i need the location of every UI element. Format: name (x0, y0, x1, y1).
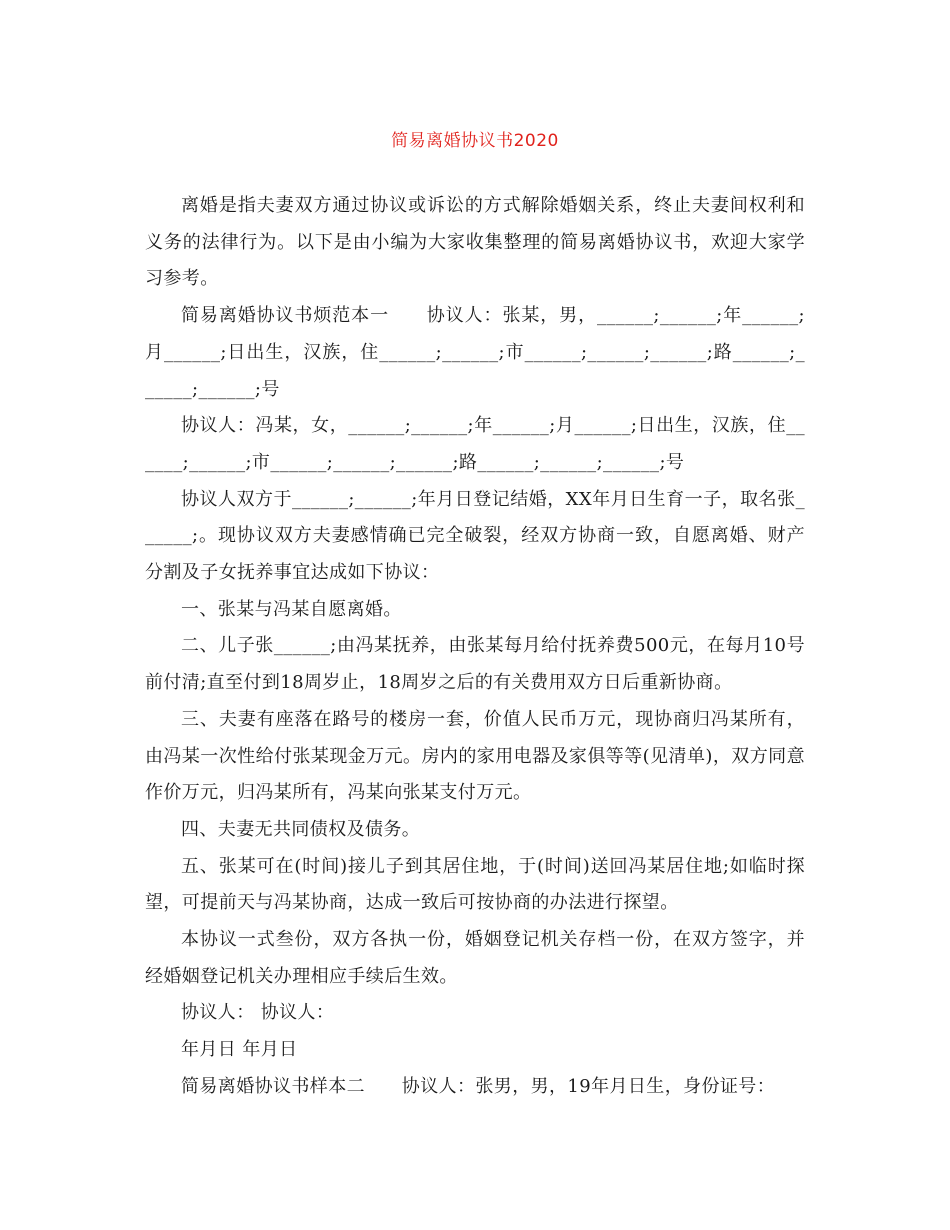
paragraph-sample-two: 简易离婚协议书样本二 协议人：张男，男，19年月日生，身份证号： (181, 1075, 776, 1097)
paragraph-marriage-info: 协议人双方于______;______;年月日登记结婚，XX年月日生育一子，取名张______;。现协议双方夫妻感情确已完全破裂，经双方协商一致，自愿离婚、财产分割及子女抚养事宜达成如下协议： (145, 488, 805, 584)
clause-3: 三、夫妻有座落在路号的楼房一套，价值人民币万元，现协商归冯某所有，由冯某一次性给付张某现金万元。房内的家用电器及家俱等等(见清单)，双方同意作价万元，归冯某所有，冯某向张某支付万元。 (145, 708, 805, 804)
document-title: 简易离婚协议书2020 (391, 131, 559, 151)
clause-1: 一、张某与冯某自愿离婚。 (181, 598, 402, 620)
document-body (145, 188, 805, 1106)
date-line: 年月日 年月日 (181, 1039, 298, 1061)
paragraph-party-zhang: 简易离婚协议书烦范本一 协议人：张某，男，______;______;年______;月______;日出生，汉族，住______;______;市______;______;______;路______;______;______;号 (145, 305, 805, 400)
clause-4: 四、夫妻无共同债权及债务。 (181, 818, 421, 840)
paragraph-intro: 离婚是指夫妻双方通过协议或诉讼的方式解除婚姻关系，终止夫妻间权利和义务的法律行为。以下是由小编为大家收集整理的简易离婚协议书，欢迎大家学习参考。 (145, 195, 805, 290)
paragraph-party-feng: 协议人：冯某，女，______;______;年______;月______;日出生，汉族，住______;______;市______;______;______;路______;______;______;号 (145, 415, 805, 473)
signature-line: 协议人： 协议人： (181, 1002, 335, 1024)
clause-5: 五、张某可在(时间)接儿子到其居住地，于(时间)送回冯某居住地;如临时探望，可提前天与冯某协商，达成一致后可按协商的办法进行探望。 (145, 855, 805, 914)
clause-2: 二、儿子张______;由冯某抚养，由张某每月给付抚养费500元，在每月10号前付清;直至付到18周岁止，18周岁之后的有关费用双方日后重新协商。 (145, 635, 805, 694)
paragraph-copies: 本协议一式叁份，双方各执一份，婚姻登记机关存档一份，在双方签字，并经婚姻登记机关办理相应手续后生效。 (145, 929, 805, 987)
